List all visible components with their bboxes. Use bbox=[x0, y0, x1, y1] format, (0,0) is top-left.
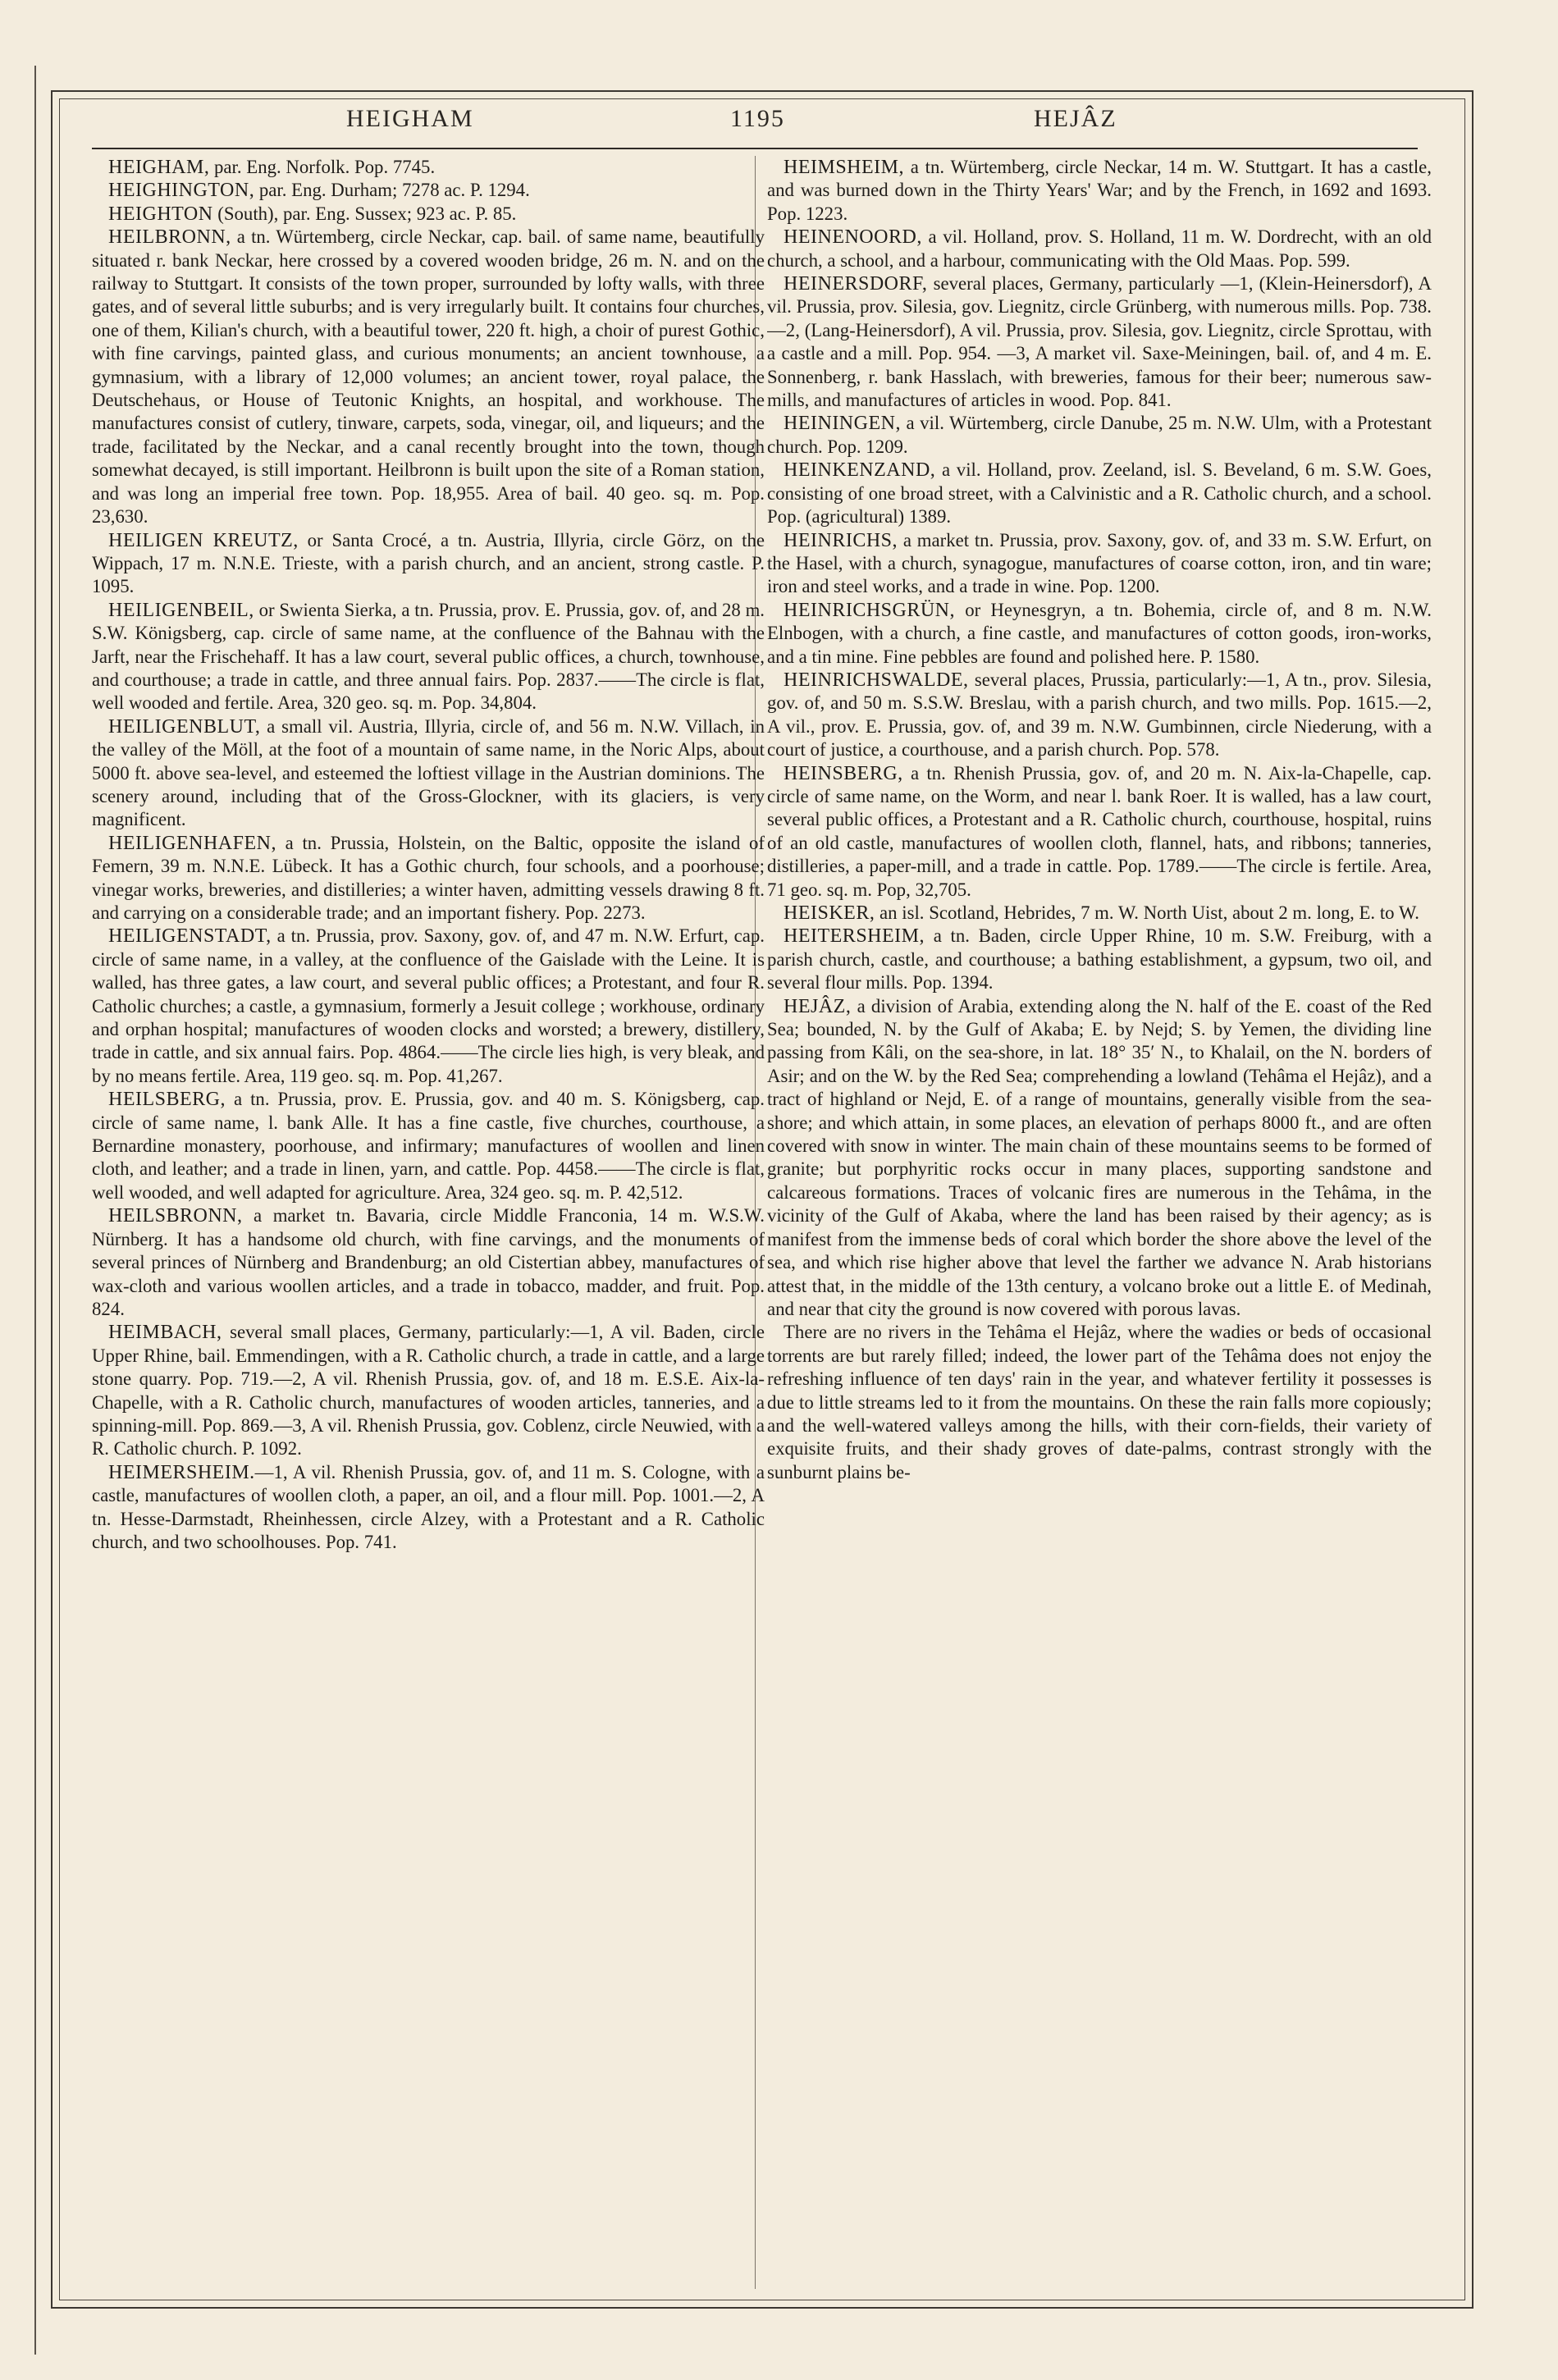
entry-text: an isl. Scotland, Hebrides, 7 m. W. North Uist, about 2 m. long, E. to W. bbox=[875, 902, 1419, 923]
gazetteer-entry bbox=[92, 203, 765, 226]
entry-headword: HEIGHTON bbox=[108, 203, 213, 225]
entry-headword: HEITERSHEIM, bbox=[784, 925, 925, 948]
entry-text: a vil. Holland, prov. S. Holland, 11 m. W. Dordrecht, with an old church, a school, and a harbour, communicating with the Old Maas. Pop. 599. bbox=[767, 226, 1432, 271]
gazetteer-entry bbox=[767, 156, 1432, 226]
entry-text: a tn. Rhenish Prussia, gov. of, and 20 m. N. Aix-la-Chapelle, cap. circle of same name, on the Worm, and near l. bank Roer. It is walled, has a law court, several public offices, a Protestant and a R. Catholic church, courthouse, hospital, ruins of an old castle, manufactures of woollen cloth, flannel, hats, and ribbons; tanneries, distilleries, a paper-mill, and a trade in cattle. Pop. 1789.——The circle is fertile. Area, 71 geo. sq. m. Pop, 32,705. bbox=[767, 762, 1432, 900]
running-head-right: HEJÂZ bbox=[1034, 105, 1117, 132]
entry-text: a vil. Holland, prov. Zeeland, isl. S. Beveland, 6 m. S.W. Goes, consisting of one broad street, with a Calvinistic and a R. Catholic church, and a school. Pop. (agricultural) 1389. bbox=[767, 459, 1432, 528]
entry-text: several places, Prussia, particularly:—1, A tn., prov. Silesia, gov. of, and 50 m. S.S.W. Breslau, with a parish church, and two mills. Pop. 1615.—2, A vil., prov. E. Prussia, gov. of, and 39 m. N.W. Gumbinnen, circle Niederung, with a court of justice, a courthouse, and a parish church. Pop. 578. bbox=[767, 669, 1432, 761]
gazetteer-entry bbox=[767, 529, 1432, 599]
entry-headword: HEILBRONN, bbox=[108, 226, 231, 249]
running-head bbox=[90, 105, 1419, 141]
gazetteer-entry bbox=[92, 1204, 765, 1321]
entry-headword: HEIGHAM, bbox=[108, 157, 210, 178]
entry-headword: HEISKER, bbox=[784, 902, 875, 924]
entry-text: a small vil. Austria, Illyria, circle of, and 56 m. N.W. Villach, in the valley of the Möll, at the foot of a mountain of same name, in the Noric Alps, about 5000 ft. above sea-level, and esteemed the loftiest village in the Austrian dominions. The scenery around, including that of the Gross-Glockner, with its glaciers, is very magnificent. bbox=[92, 715, 765, 830]
gazetteer-entry bbox=[767, 925, 1432, 994]
entry-headword: HEJÂZ, bbox=[784, 995, 852, 1017]
entry-headword: HEINENOORD, bbox=[784, 226, 922, 249]
entry-headword: HEILSBERG, bbox=[108, 1089, 226, 1111]
entry-text: several small places, Germany, particularly:—1, A vil. Baden, circle Upper Rhine, bail. Emmendingen, with a R. Catholic church, a trade in cattle, and a large stone quarry. Pop. 719.—2, A vil. Rhenish Prussia, gov. of, and 18 m. E.S.E. Aix-la-Chapelle, with a R. Catholic church, manufactures of wooden articles, tanneries, and a spinning-mill. Pop. 869.—3, A vil. Rhenish Prussia, gov. Coblenz, circle Neuwied, with a R. Catholic church. P. 1092. bbox=[92, 1322, 765, 1460]
entry-text: a vil. Würtemberg, circle Danube, 25 m. N.W. Ulm, with a Protestant church. Pop. 1209. bbox=[767, 413, 1432, 457]
entry-headword: HEINRICHSWALDE, bbox=[784, 669, 969, 691]
left-column bbox=[92, 156, 765, 2240]
entry-text: par. Eng. Durham; 7278 ac. P. 1294. bbox=[254, 180, 530, 201]
entry-text: several places, Germany, particularly —1, (Klein-Heinersdorf), A vil. Prussia, prov. Silesia, gov. Liegnitz, circle Grünberg, with numerous mills. Pop. 738. —2, (Lang-Heinersdorf), A vil. Prussia, prov. Silesia, gov. Liegnitz, circle Sprottau, with a castle and a mill. Pop. 954. —3, A market vil. Saxe-Meiningen, bail. of, and 4 m. E. Sonnenberg, r. bank Hasslach, with breweries, famous for their beer; numerous saw-mills, and manufactures of articles in wood. Pop. 841. bbox=[767, 273, 1432, 411]
page-number: 1195 bbox=[730, 105, 785, 132]
entry-text: a market tn. Prussia, prov. Saxony, gov. of, and 33 m. S.W. Erfurt, on the Hasel, with a church, synagogue, manufactures of coarse cotton, iron, and tin ware; iron and steel works, and a trade in wine. Pop. 1200. bbox=[767, 529, 1432, 597]
entry-text: a market tn. Bavaria, circle Middle Franconia, 14 m. W.S.W. Nürnberg. It has a handsome old church, with fine carvings, and the monuments of several princes of Nürnberg and Brandenburg; an old Cistertian abbey, manufactures of wax-cloth and various woollen articles, and a trade in tobacco, madder, and fruit. Pop. 824. bbox=[92, 1205, 765, 1319]
entry-text: a tn. Prussia, prov. E. Prussia, gov. and 40 m. S. Königsberg, cap. circle of same name, l. bank Alle. It has a fine castle, five churches, courthouse, a Bernardine monastery, poorhouse, and infirmary; manufactures of woollen and linen cloth, and leather; and a trade in linen, yarn, and cattle. Pop. 4458.——The circle is flat, well wooded, and well adapted for agriculture. Area, 324 geo. sq. m. P. 42,512. bbox=[92, 1089, 765, 1203]
right-column bbox=[767, 156, 1432, 2240]
gazetteer-entry bbox=[767, 272, 1432, 412]
entry-headword: HEIMBACH, bbox=[108, 1322, 222, 1344]
entry-text: or Santa Crocé, a tn. Austria, Illyria, circle Görz, on the Wippach, 17 m. N.N.E. Trieste, with a parish church, and an ancient, strong castle. P. 1095. bbox=[92, 529, 765, 597]
entry-headword: HEILSBRONN, bbox=[108, 1205, 243, 1227]
gazetteer-entry bbox=[92, 925, 765, 1088]
entry-headword: HEINRICHSGRÜN, bbox=[784, 599, 956, 621]
gazetteer-entry bbox=[767, 669, 1432, 762]
entry-text: a division of Arabia, extending along the N. half of the E. coast of the Red Sea; bounded, N. by the Gulf of Akaba; E. by Nejd; S. by Yemen, the dividing line passing from Kâli, on the sea-shore, in lat. 18° 35′ N., to Khalail, on the N. borders of Asir; and on the W. by the Red Sea; comprehending a lowland (Tehâma el Hejâz), and a tract of highland or Nejd, E. of a range of mountains, generally visible from the sea-shore; and which attain, in some places, an elevation of perhaps 8000 ft., and are often covered with snow in winter. The main chain of these mountains seems to be formed of granite; but porphyritic rocks occur in many places, supporting sandstone and calcareous formations. Traces of volcanic fires are numerous in the Tehâma, in the vicinity of the Gulf of Akaba, where the land has been raised by their agency; as is manifest from the immense beds of coral which border the shore above the level of the sea, and which rise higher above that level the farther we advance N. Arab historians attest that, in the middle of the 13th century, a volcano broke out a little E. of Medinah, and near that city the ground is now covered with porous lavas. bbox=[767, 995, 1432, 1319]
gazetteer-entry bbox=[767, 226, 1432, 272]
gazetteer-entry bbox=[92, 599, 765, 715]
entry-text: or Heynesgryn, a tn. Bohemia, circle of, and 8 m. N.W. Elnbogen, with a church, a fine castle, and manufactures of cotton goods, iron-works, and a tin mine. Fine pebbles are found and polished here. P. 1580. bbox=[767, 599, 1432, 667]
entry-text: par. Eng. Norfolk. Pop. 7745. bbox=[209, 157, 436, 177]
entry-text: —1, A vil. Rhenish Prussia, gov. of, and 11 m. S. Cologne, with a castle, manufactures of woollen cloth, a paper, an oil, and a flour mill. Pop. 1001.—2, A tn. Hesse-Darmstadt, Rheinhessen, circle Alzey, with a Protestant and a R. Catholic church, and two schoolhouses. Pop. 741. bbox=[92, 1461, 765, 1552]
entry-headword: HEIMSHEIM, bbox=[784, 157, 904, 178]
gazetteer-entry bbox=[767, 599, 1432, 669]
entry-text: (South), par. Eng. Sussex; 923 ac. P. 85. bbox=[212, 203, 517, 224]
gazetteer-entry bbox=[92, 1461, 765, 1555]
entry-headword: HEILIGENBEIL, bbox=[108, 599, 254, 621]
entry-headword: HEILIGENBLUT, bbox=[108, 715, 261, 738]
gazetteer-entry bbox=[92, 1088, 765, 1204]
entry-text: a tn. Würtemberg, circle Neckar, 14 m. W. Stuttgart. It has a castle, and was burned down in the Thirty Years' War; and by the French, in 1692 and 1693. Pop. 1223. bbox=[767, 157, 1432, 224]
entry-headword: HEININGEN, bbox=[784, 413, 901, 435]
gazetteer-entry bbox=[92, 156, 765, 179]
gazetteer-entry bbox=[767, 412, 1432, 459]
entry-headword: HEILIGEN KREUTZ, bbox=[108, 529, 299, 551]
gazetteer-entry bbox=[92, 529, 765, 599]
paragraph: There are no rivers in the Tehâma el Hejâz, where the wadies or beds of occasional torrents are but rarely filled; indeed, the lower part of the Tehâma does not enjoy the refreshing influence of ten days' rain in the year, and whatever fertility it possesses is due to little streams led to it from the mountains. On these the rain falls more copiously; and the well-watered valleys among the hills, with their corn-fields, their variety of exquisite fruits, and their shady groves of date-palms, contrast strongly with the sunburnt plains be- bbox=[767, 1322, 1432, 1482]
entry-headword: HEINRICHS, bbox=[784, 529, 898, 551]
gazetteer-entry bbox=[767, 902, 1432, 925]
entry-headword: HEIGHINGTON, bbox=[108, 180, 255, 202]
gazetteer-entry bbox=[92, 715, 765, 832]
running-head-left: HEIGHAM bbox=[346, 105, 474, 132]
entry-headword: HEINKENZAND, bbox=[784, 459, 936, 482]
entry-text: a tn. Prussia, Holstein, on the Baltic, opposite the island of Femern, 39 m. N.N.E. Lübeck. It has a Gothic church, four schools, and a poorhouse; vinegar works, breweries, and distilleries; a winter haven, admitting vessels drawing 8 ft. and carrying on a considerable trade; and an important fishery. Pop. 2273. bbox=[92, 832, 765, 923]
margin-rule bbox=[34, 66, 36, 2355]
entry-text: or Swienta Sierka, a tn. Prussia, prov. E. Prussia, gov. of, and 28 m. S.W. Königsberg, cap. circle of same name, at the confluence of the Bahnau with the Jarft, near the Frischehaff. It has a law court, several public offices, a church, townhouse, and courthouse; a trade in cattle, and three annual fairs. Pop. 2837.——The circle is flat, well wooded and fertile. Area, 320 geo. sq. m. Pop. 34,804. bbox=[92, 599, 765, 714]
entry-text: a tn. Würtemberg, circle Neckar, cap. bail. of same name, beautifully situated r. bank Neckar, here crossed by a covered wooden bridge, 26 m. N. and on the railway to Stuttgart. It consists of the town proper, surrounded by lofty walls, with three gates, and of several little suburbs; and is very irregularly built. It contains four churches, one of them, Kilian's church, with a beautiful tower, 220 ft. high, a choir of purest Gothic, with fine carvings, painted glass, and curious monuments; an ancient townhouse, a gymnasium, with a library of 12,000 volumes; an ancient tower, royal palace, the Deutschehaus, or House of Teutonic Knights, an hospital, and workhouse. The manufactures consist of cutlery, tinware, carpets, soda, vinegar, oil, and liqueurs; and the trade, facilitated by the Neckar, and a canal recently brought into the town, though somewhat decayed, is still important. Heilbronn is built upon the site of a Roman station, and was long an imperial free town. Pop. 18,955. Area of bail. 40 geo. sq. m. Pop. 23,630. bbox=[92, 226, 765, 528]
gazetteer-entry bbox=[767, 459, 1432, 528]
gazetteer-entry bbox=[92, 1321, 765, 1460]
entry-headword: HEINSBERG, bbox=[784, 762, 903, 784]
gazetteer-entry bbox=[92, 226, 765, 528]
gazetteer-entry bbox=[767, 762, 1432, 902]
head-rule bbox=[92, 148, 1418, 149]
gazetteer-entry bbox=[92, 832, 765, 925]
entry-headword: HEILIGENHAFEN, bbox=[108, 832, 276, 854]
entry-headword: HEINERSDORF, bbox=[784, 273, 928, 295]
entry-text: a tn. Prussia, prov. Saxony, gov. of, and 47 m. N.W. Erfurt, cap. circle of same name, in a valley, at the confluence of the Gaislade with the Leine. It is walled, has three gates, a law court, and several public offices; a Protestant, and four R. Catholic churches; a castle, a gymnasium, formerly a Jesuit college ; workhouse, ordinary and orphan hospital; manufactures of wooden clocks and worsted; a brewery, distillery, trade in cattle, and six annual fairs. Pop. 4864.——The circle lies high, is very bleak, and by no means fertile. Area, 119 geo. sq. m. Pop. 41,267. bbox=[92, 925, 765, 1086]
entry-headword: HEIMERSHEIM. bbox=[108, 1461, 255, 1483]
entry-headword: HEILIGENSTADT, bbox=[108, 925, 272, 948]
gazetteer-entry bbox=[92, 179, 765, 202]
entry-text: a tn. Baden, circle Upper Rhine, 10 m. S.W. Freiburg, with a parish church, castle, and courthouse; a bathing establishment, a gypsum, two oil, and several flour mills. Pop. 1394. bbox=[767, 925, 1432, 994]
gazetteer-entry bbox=[767, 995, 1432, 1322]
